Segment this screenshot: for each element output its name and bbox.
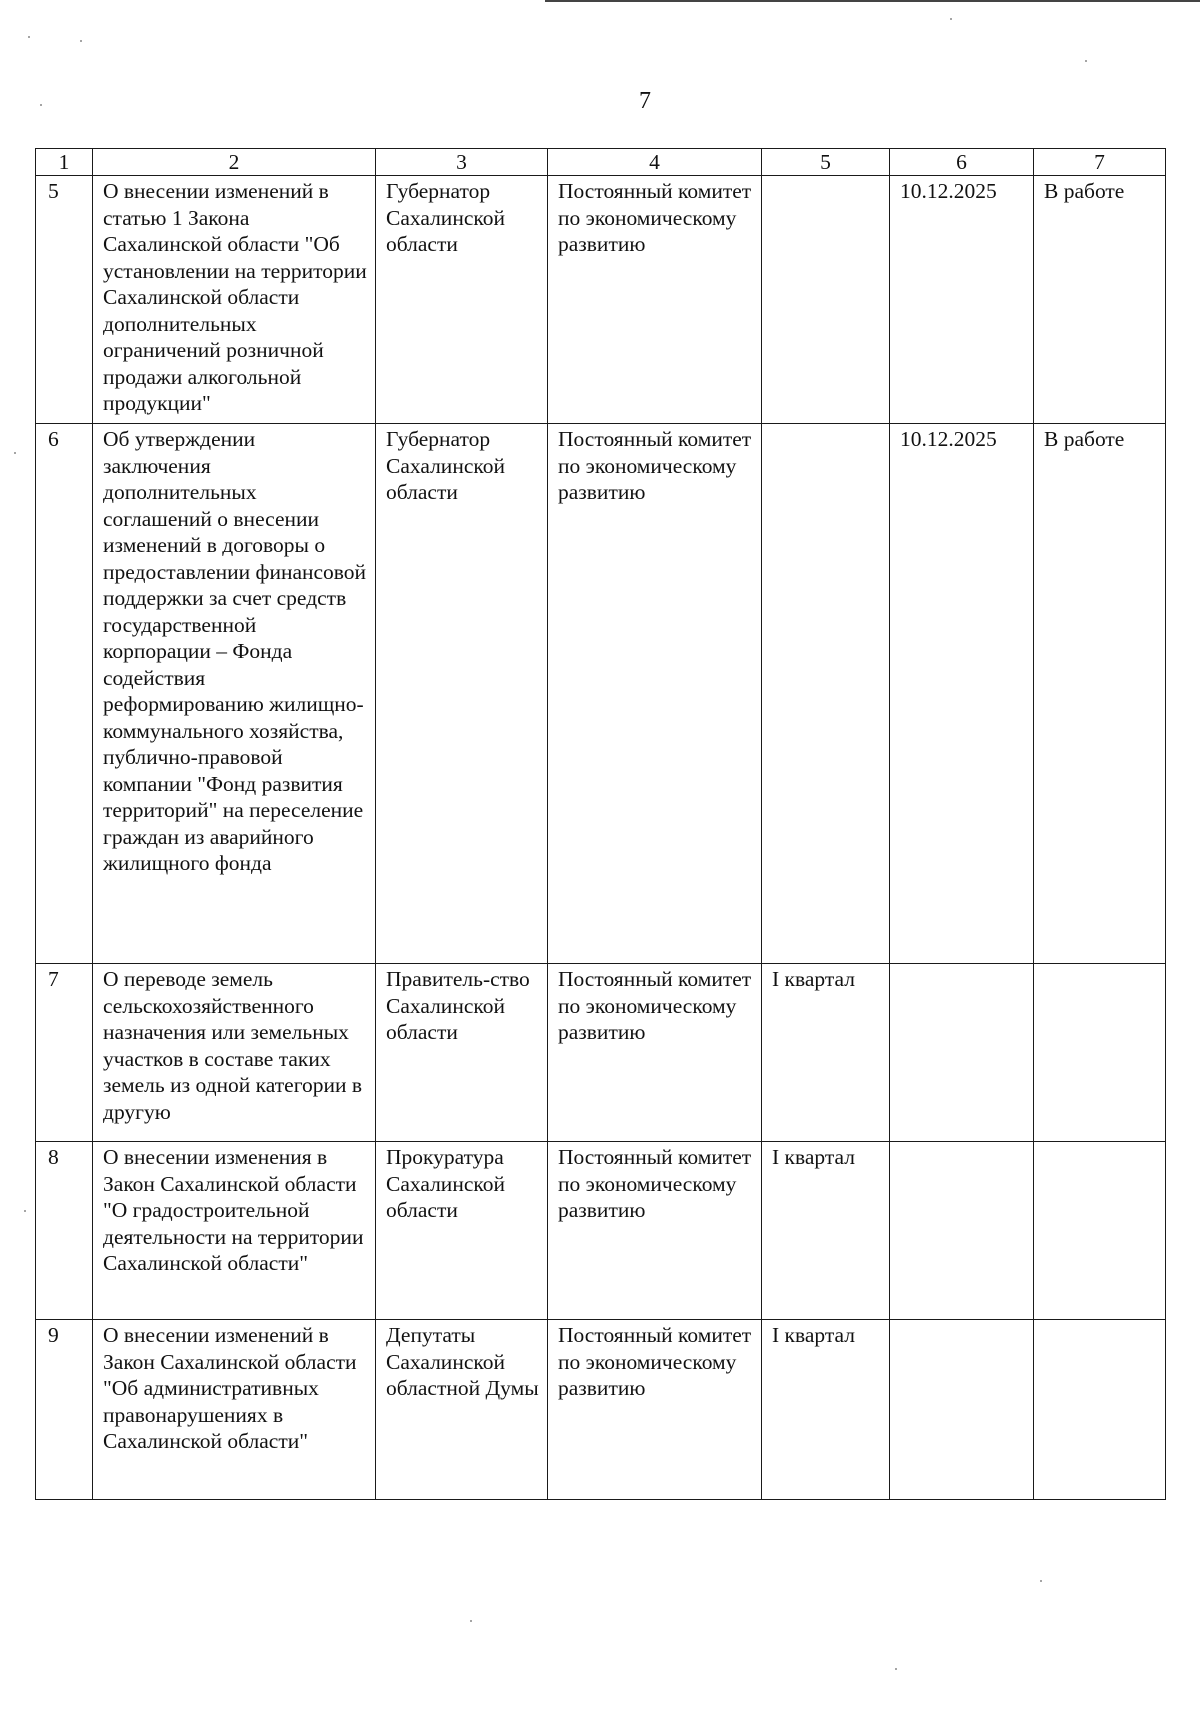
bill-title: О внесении изменения в Закон Сахалинской области "О градостроительной деятельности на территории Сахалинской области" <box>93 1142 376 1320</box>
row-number: 9 <box>36 1320 93 1500</box>
scan-speck <box>40 104 42 106</box>
scan-speck <box>1040 1580 1042 1582</box>
column-header: 7 <box>1034 149 1166 176</box>
header-row <box>36 149 1166 176</box>
column-header: 5 <box>762 149 890 176</box>
status <box>1034 1142 1166 1320</box>
bill-title: О внесении изменений в статью 1 Закона Сахалинской области "Об установлении на территории Сахалинской области дополнительных ограничений розничной продажи алкогольной продукции" <box>93 176 376 424</box>
status: В работе <box>1034 424 1166 964</box>
top-rule <box>545 0 1200 2</box>
table-row <box>36 1320 1166 1500</box>
table-row <box>36 964 1166 1142</box>
initiator: Депутаты Сахалинской областной Думы <box>376 1320 548 1500</box>
table-row <box>36 1142 1166 1320</box>
bill-title: Об утверждении заключения дополнительных соглашений о внесении изменений в договоры о предоставлении финансовой поддержки за счет средств государственной корпорации – Фонда содействия реформированию жилищно-коммунального хозяйства, публично-правовой компании "Фонд развития территорий" на переселение граждан из аварийного жилищного фонда <box>93 424 376 964</box>
scan-speck <box>80 40 82 42</box>
responsible-committee: Постоянный комитет по экономическому развитию <box>548 424 762 964</box>
scan-speck <box>1085 60 1087 62</box>
term <box>762 424 890 964</box>
table-row <box>36 424 1166 964</box>
page-number: 7 <box>639 88 651 114</box>
scan-speck <box>28 36 30 38</box>
date: 10.12.2025 <box>890 176 1034 424</box>
term: I квартал <box>762 964 890 1142</box>
row-number: 5 <box>36 176 93 424</box>
initiator: Губернатор Сахалинской области <box>376 176 548 424</box>
responsible-committee: Постоянный комитет по экономическому развитию <box>548 964 762 1142</box>
table-row <box>36 176 1166 424</box>
row-number: 8 <box>36 1142 93 1320</box>
term: I квартал <box>762 1320 890 1500</box>
row-number: 7 <box>36 964 93 1142</box>
scan-speck <box>470 1620 472 1622</box>
bill-title: О переводе земель сельскохозяйственного назначения или земельных участков в составе таких земель из одной категории в другую <box>93 964 376 1142</box>
date <box>890 1320 1034 1500</box>
date <box>890 1142 1034 1320</box>
responsible-committee: Постоянный комитет по экономическому развитию <box>548 1320 762 1500</box>
column-header: 1 <box>36 149 93 176</box>
responsible-committee: Постоянный комитет по экономическому развитию <box>548 1142 762 1320</box>
plan-table <box>35 148 1166 1500</box>
scan-speck <box>14 452 16 454</box>
column-header: 2 <box>93 149 376 176</box>
initiator: Правитель-ство Сахалинской области <box>376 964 548 1142</box>
row-number: 6 <box>36 424 93 964</box>
date <box>890 964 1034 1142</box>
initiator: Губернатор Сахалинской области <box>376 424 548 964</box>
term <box>762 176 890 424</box>
scan-speck <box>895 1668 897 1670</box>
status: В работе <box>1034 176 1166 424</box>
term: I квартал <box>762 1142 890 1320</box>
responsible-committee: Постоянный комитет по экономическому развитию <box>548 176 762 424</box>
status <box>1034 964 1166 1142</box>
initiator: Прокуратура Сахалинской области <box>376 1142 548 1320</box>
bill-title: О внесении изменений в Закон Сахалинской области "Об административных правонарушениях в Сахалинской области" <box>93 1320 376 1500</box>
column-header: 4 <box>548 149 762 176</box>
column-header: 6 <box>890 149 1034 176</box>
status <box>1034 1320 1166 1500</box>
date: 10.12.2025 <box>890 424 1034 964</box>
scan-speck <box>950 18 952 20</box>
column-header: 3 <box>376 149 548 176</box>
scan-speck <box>24 1210 26 1212</box>
